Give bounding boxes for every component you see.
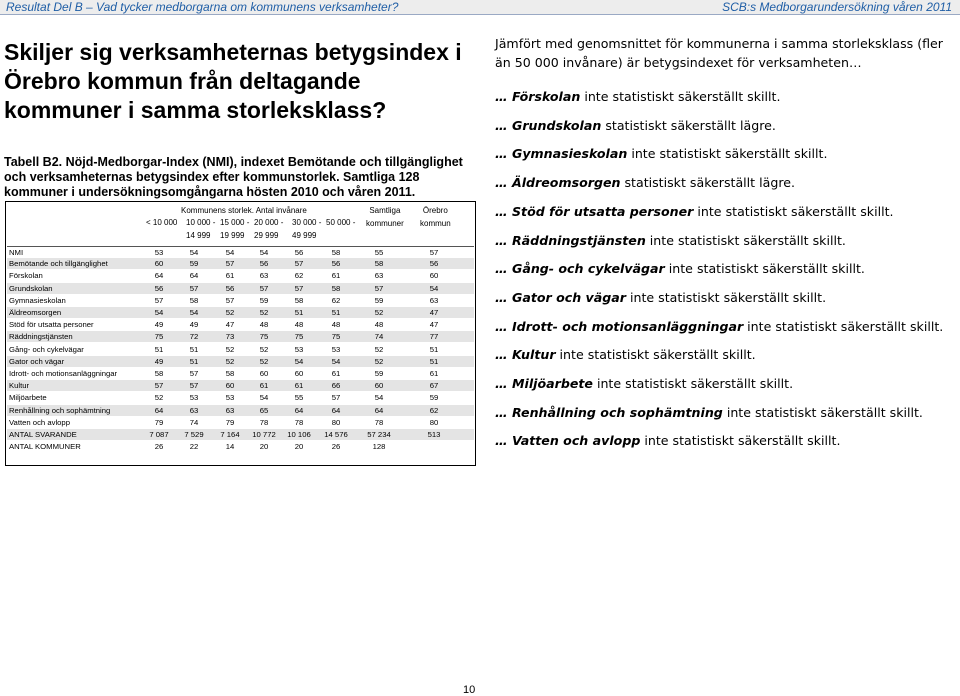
table-cell: 60 bbox=[259, 369, 269, 378]
comparison-item bbox=[495, 376, 793, 391]
table-cell: 20 bbox=[259, 442, 269, 452]
row-label: Gång- och cykelvägar bbox=[9, 344, 84, 354]
row-label: Gymnasieskolan bbox=[9, 295, 66, 305]
row-label: ANTAL SVARANDE bbox=[9, 430, 77, 439]
table-cell: 59 bbox=[374, 369, 384, 378]
table-cell: 14 576 bbox=[324, 430, 348, 439]
table-row bbox=[7, 270, 474, 281]
table-cell: 61 bbox=[225, 271, 235, 281]
comparison-item bbox=[495, 204, 894, 219]
row-label: Miljöarbete bbox=[9, 393, 47, 403]
table-cell: 7 164 bbox=[220, 430, 240, 439]
table-cell: 26 bbox=[154, 442, 164, 452]
table-cell: 7 087 bbox=[149, 430, 169, 439]
comparison-item bbox=[495, 89, 780, 104]
table-row bbox=[7, 429, 474, 440]
table-cell: 47 bbox=[225, 320, 235, 330]
comparison-item bbox=[495, 319, 943, 334]
table-cell: 56 bbox=[331, 259, 341, 269]
table-cell: 56 bbox=[225, 283, 235, 293]
comparison-item-result: inte statistiskt säkerställt skillt. bbox=[743, 318, 944, 334]
table-cell: 75 bbox=[154, 332, 164, 342]
table-cell: 57 bbox=[225, 259, 235, 269]
table-cell: 48 bbox=[331, 320, 341, 330]
row-label: NMI bbox=[9, 248, 24, 257]
col-size-2 bbox=[186, 216, 215, 242]
col-size-4-line1: 20 000 - bbox=[254, 218, 284, 227]
table-row bbox=[7, 392, 474, 403]
row-label: Grundskolan bbox=[9, 283, 53, 293]
comparison-item-result: inte statistiskt säkerställt skillt. bbox=[592, 376, 794, 391]
table-row bbox=[7, 417, 474, 428]
comparison-item-result: statistiskt säkerställt lägre. bbox=[601, 117, 776, 133]
row-label: Räddningstjänsten bbox=[9, 332, 73, 342]
table-cell: 57 bbox=[259, 283, 269, 293]
table-cell: 128 bbox=[372, 442, 386, 452]
table-cell: 56 bbox=[294, 248, 304, 257]
table-cell: 57 bbox=[294, 283, 304, 293]
col-size-5 bbox=[292, 216, 321, 242]
table-cell: 53 bbox=[294, 344, 304, 354]
comparison-item-service: … Idrott- och motionsanläggningar bbox=[495, 318, 744, 334]
table-cell: 52 bbox=[154, 393, 164, 403]
comparison-item bbox=[495, 290, 826, 305]
col-size-5-line1: 30 000 - bbox=[292, 218, 322, 227]
table-cell: 59 bbox=[189, 259, 199, 269]
table-cell: 52 bbox=[225, 356, 235, 366]
table-row bbox=[7, 441, 474, 452]
table-cell: 53 bbox=[225, 393, 235, 403]
table-caption: Tabell B2. Nöjd-Medborgar-Index (NMI), indexet Bemötande och tillgänglighet och verksamheternas betygsindex efter kommunstorlek. Samtliga 128 kommuner i undersökningsomgångarna hösten 2010 och våren 2011. bbox=[4, 155, 463, 199]
table-cell: 51 bbox=[429, 356, 439, 366]
table-cell: 58 bbox=[225, 369, 235, 378]
table-cell: 75 bbox=[331, 332, 341, 342]
table-cell: 62 bbox=[331, 295, 341, 305]
table-cell: 64 bbox=[294, 405, 304, 415]
table-cell: 78 bbox=[259, 417, 269, 427]
table-cell: 63 bbox=[259, 271, 269, 281]
table-cell: 57 bbox=[189, 381, 199, 391]
col-size-6 bbox=[326, 216, 355, 229]
table-cell: 64 bbox=[374, 405, 384, 415]
row-label: Renhållning och sophämtning bbox=[9, 405, 111, 415]
table-cell: 61 bbox=[331, 271, 341, 281]
table-cell: 58 bbox=[154, 369, 164, 378]
table-cell: 52 bbox=[374, 356, 384, 366]
row-label: Stöd för utsatta personer bbox=[9, 320, 94, 330]
table-row bbox=[7, 283, 474, 294]
table-cell: 52 bbox=[225, 344, 235, 354]
table-cell: 75 bbox=[294, 332, 304, 342]
table-cell: 54 bbox=[189, 308, 199, 317]
table-cell: 48 bbox=[374, 320, 384, 330]
col-orebro-line2: kommun bbox=[420, 219, 451, 228]
row-label: Vatten och avlopp bbox=[9, 417, 70, 427]
table-row bbox=[7, 295, 474, 306]
table-cell: 56 bbox=[259, 259, 269, 269]
table-cell: 57 bbox=[225, 295, 235, 305]
table-row bbox=[7, 356, 474, 367]
table-cell: 57 bbox=[189, 369, 199, 378]
table-cell: 22 bbox=[189, 442, 199, 452]
table-cell: 79 bbox=[225, 417, 235, 427]
table-cell: 64 bbox=[189, 271, 199, 281]
table-cell: 61 bbox=[259, 381, 269, 391]
comparison-item-service: … Miljöarbete bbox=[495, 376, 593, 391]
comparison-item-result: inte statistiskt säkerställt skillt. bbox=[722, 404, 923, 420]
table-row bbox=[7, 405, 474, 416]
table-cell: 14 bbox=[225, 442, 235, 452]
table-cell: 58 bbox=[374, 259, 384, 269]
table-cell: 49 bbox=[154, 320, 164, 330]
table-cell: 52 bbox=[374, 344, 384, 354]
table-cell: 53 bbox=[331, 344, 341, 354]
table-cell: 62 bbox=[429, 405, 439, 415]
table-cell: 51 bbox=[294, 308, 304, 317]
table-cell: 56 bbox=[429, 259, 439, 269]
col-size-3-line1: 15 000 - bbox=[220, 218, 250, 227]
table-cell: 10 772 bbox=[252, 430, 276, 439]
comparison-item bbox=[495, 347, 756, 362]
table-cell: 64 bbox=[154, 405, 164, 415]
table-cell: 51 bbox=[429, 344, 439, 354]
comparison-item bbox=[495, 146, 827, 161]
table-cell: 57 bbox=[294, 259, 304, 269]
comparison-item-result: inte statistiskt säkerställt skillt. bbox=[555, 347, 756, 363]
table-cell: 77 bbox=[429, 332, 439, 342]
table-cell: 10 106 bbox=[287, 430, 311, 439]
table-cell: 47 bbox=[429, 320, 439, 330]
table-cell: 65 bbox=[259, 405, 269, 415]
row-label: Idrott- och motionsanläggningar bbox=[9, 369, 118, 378]
comparison-item-result: statistiskt säkerställt lägre. bbox=[620, 175, 795, 191]
table-cell: 513 bbox=[427, 430, 441, 439]
table-cell: 62 bbox=[294, 271, 304, 281]
table-cell: 60 bbox=[374, 381, 384, 391]
table-cell: 78 bbox=[374, 417, 384, 427]
col-samtliga bbox=[366, 204, 404, 230]
table-row bbox=[7, 380, 474, 391]
table-cell: 51 bbox=[331, 308, 341, 317]
table-cell: 60 bbox=[429, 271, 439, 281]
table-cell: 58 bbox=[294, 295, 304, 305]
table-cell: 52 bbox=[374, 308, 384, 317]
table-cell: 79 bbox=[154, 417, 164, 427]
table-row bbox=[7, 331, 474, 342]
comparison-item-service: … Grundskolan bbox=[495, 117, 602, 133]
comparison-item-service: … Äldreomsorgen bbox=[495, 175, 621, 191]
table-cell: 78 bbox=[294, 417, 304, 427]
table-cell: 57 bbox=[189, 283, 199, 293]
table-cell: 57 bbox=[429, 248, 439, 257]
col-size-3 bbox=[220, 216, 249, 242]
table-cell: 54 bbox=[429, 283, 439, 293]
table-cell: 59 bbox=[374, 295, 384, 305]
table-row bbox=[7, 258, 474, 269]
col-samtliga-line2: kommuner bbox=[366, 219, 404, 228]
table-cell: 57 bbox=[374, 283, 384, 293]
page-header bbox=[0, 0, 960, 15]
col-size-4 bbox=[254, 216, 283, 242]
row-label: Bemötande och tillgänglighet bbox=[9, 259, 108, 269]
table-cell: 54 bbox=[294, 356, 304, 366]
table-cell: 53 bbox=[154, 248, 164, 257]
table-cell: 56 bbox=[154, 283, 164, 293]
row-label: Förskolan bbox=[9, 271, 43, 281]
table-cell: 53 bbox=[189, 393, 199, 403]
table-cell: 57 bbox=[331, 393, 341, 403]
table-cell: 54 bbox=[374, 393, 384, 403]
table-cell: 63 bbox=[189, 405, 199, 415]
col-size-4-line2: 29 999 bbox=[254, 231, 279, 240]
table-cell: 51 bbox=[189, 356, 199, 366]
col-size-5-line2: 49 999 bbox=[292, 231, 317, 240]
table-cell: 59 bbox=[259, 295, 269, 305]
table-cell: 49 bbox=[189, 320, 199, 330]
table-cell: 60 bbox=[225, 381, 235, 391]
table-cell: 54 bbox=[331, 356, 341, 366]
comparison-item-result: inte statistiskt säkerställt skillt. bbox=[664, 261, 865, 277]
row-label: Gator och vägar bbox=[9, 356, 65, 366]
page-number: 10 bbox=[463, 684, 476, 696]
table-row bbox=[7, 307, 474, 318]
group-header: Kommunens storlek. Antal invånare bbox=[181, 206, 307, 215]
table-cell: 49 bbox=[154, 356, 164, 366]
comparison-item-service: … Vatten och avlopp bbox=[495, 433, 641, 449]
table-cell: 73 bbox=[225, 332, 235, 342]
table-cell: 63 bbox=[429, 295, 439, 305]
table-cell: 58 bbox=[331, 283, 341, 293]
table-cell: 51 bbox=[189, 344, 199, 354]
col-size-2-line2: 14 999 bbox=[186, 231, 211, 240]
comparison-item-service: … Gång- och cykelvägar bbox=[495, 261, 665, 277]
table-cell: 52 bbox=[225, 308, 235, 317]
comparison-item bbox=[495, 433, 840, 448]
table-cell: 54 bbox=[225, 248, 235, 257]
comparison-item-service: … Gator och vägar bbox=[495, 289, 626, 305]
col-size-6-line1: 50 000 - bbox=[326, 218, 356, 227]
table-cell: 75 bbox=[259, 332, 269, 342]
comparison-item bbox=[495, 405, 923, 420]
comparison-item bbox=[495, 261, 865, 276]
table-cell: 54 bbox=[259, 248, 269, 257]
table-cell: 47 bbox=[429, 308, 439, 317]
table-cell: 51 bbox=[154, 344, 164, 354]
table-cell: 63 bbox=[374, 271, 384, 281]
col-size-1 bbox=[146, 216, 177, 229]
table-cell: 52 bbox=[259, 344, 269, 354]
col-size-1-line1: < 10 000 bbox=[146, 218, 178, 227]
table-row bbox=[7, 246, 474, 258]
comparison-item-result: inte statistiskt säkerställt skillt. bbox=[640, 433, 841, 449]
table-cell: 54 bbox=[154, 308, 164, 317]
comparison-item-result: inte statistiskt säkerställt skillt. bbox=[580, 89, 781, 104]
page-title: Skiljer sig verksamheternas betygsindex i Örebro kommun från deltagande kommuner i samma storleksklass? bbox=[4, 39, 462, 123]
comparison-item-result: inte statistiskt säkerställt skillt. bbox=[645, 232, 846, 248]
row-label: ANTAL KOMMUNER bbox=[9, 442, 81, 452]
table-cell: 48 bbox=[259, 320, 269, 330]
table-cell: 60 bbox=[154, 259, 164, 269]
row-label: Kultur bbox=[9, 381, 30, 391]
table-cell: 26 bbox=[331, 442, 341, 452]
col-orebro bbox=[420, 204, 451, 230]
table-cell: 54 bbox=[189, 248, 199, 257]
comparison-item bbox=[495, 175, 795, 190]
table-cell: 74 bbox=[374, 332, 384, 342]
table-cell: 57 234 bbox=[367, 430, 391, 439]
row-label: Äldreomsorgen bbox=[9, 308, 62, 317]
table-cell: 58 bbox=[189, 295, 199, 305]
comparison-text bbox=[495, 34, 955, 449]
table-cell: 66 bbox=[331, 381, 341, 391]
comparison-item-service: … Förskolan bbox=[495, 89, 581, 104]
table-cell: 55 bbox=[374, 248, 384, 257]
index-table bbox=[5, 201, 476, 466]
comparison-item-service: … Räddningstjänsten bbox=[495, 232, 646, 248]
comparison-item-service: … Stöd för utsatta personer bbox=[495, 203, 694, 219]
col-orebro-line1: Örebro bbox=[422, 206, 448, 215]
comparison-item-result: inte statistiskt säkerställt skillt. bbox=[693, 203, 894, 219]
table-cell: 72 bbox=[189, 332, 199, 342]
comparison-item bbox=[495, 118, 776, 133]
table-cell: 52 bbox=[259, 356, 269, 366]
table-cell: 54 bbox=[259, 393, 269, 403]
comparison-item bbox=[495, 233, 846, 248]
table-row bbox=[7, 319, 474, 330]
table-cell: 57 bbox=[154, 295, 164, 305]
col-size-3-line2: 19 999 bbox=[220, 231, 245, 240]
table-cell: 80 bbox=[429, 417, 439, 427]
comparison-item-result: inte statistiskt säkerställt skillt. bbox=[625, 289, 827, 305]
table-cell: 64 bbox=[154, 271, 164, 281]
comparison-item-service: … Kultur bbox=[495, 347, 556, 363]
comparison-item-result: inte statistiskt säkerställt skillt. bbox=[627, 146, 828, 162]
table-cell: 61 bbox=[294, 381, 304, 391]
header-survey-name: SCB:s Medborgarundersökning våren 2011 bbox=[722, 0, 952, 14]
table-cell: 59 bbox=[429, 393, 439, 403]
table-cell: 63 bbox=[225, 405, 235, 415]
table-cell: 57 bbox=[154, 381, 164, 391]
comparison-intro: Jämfört med genomsnittet för kommunerna i samma storleksklass (fler än 50 000 invånare) är betygsindexet för verksamheten… bbox=[495, 36, 943, 70]
table-cell: 64 bbox=[331, 405, 341, 415]
table-cell: 74 bbox=[189, 417, 199, 427]
table-row bbox=[7, 368, 474, 379]
comparison-item-service: … Renhållning och sophämtning bbox=[495, 404, 723, 420]
table-cell: 7 529 bbox=[184, 430, 204, 439]
table-cell: 80 bbox=[331, 417, 341, 427]
col-samtliga-line1: Samtliga bbox=[369, 206, 401, 215]
table-cell: 52 bbox=[259, 308, 269, 317]
table-cell: 55 bbox=[294, 393, 304, 403]
table-cell: 60 bbox=[294, 369, 304, 378]
header-report-title: Resultat Del B – Vad tycker medborgarna om kommunens verksamheter? bbox=[6, 0, 399, 14]
table-cell: 58 bbox=[331, 248, 341, 257]
table-cell: 48 bbox=[294, 320, 304, 330]
table-row bbox=[7, 344, 474, 355]
table-cell: 67 bbox=[429, 381, 439, 391]
comparison-item-service: … Gymnasieskolan bbox=[495, 146, 628, 162]
table-cell: 61 bbox=[331, 369, 341, 378]
table-cell: 20 bbox=[294, 442, 304, 452]
table-cell: 61 bbox=[429, 369, 439, 378]
col-size-2-line1: 10 000 - bbox=[186, 218, 216, 227]
